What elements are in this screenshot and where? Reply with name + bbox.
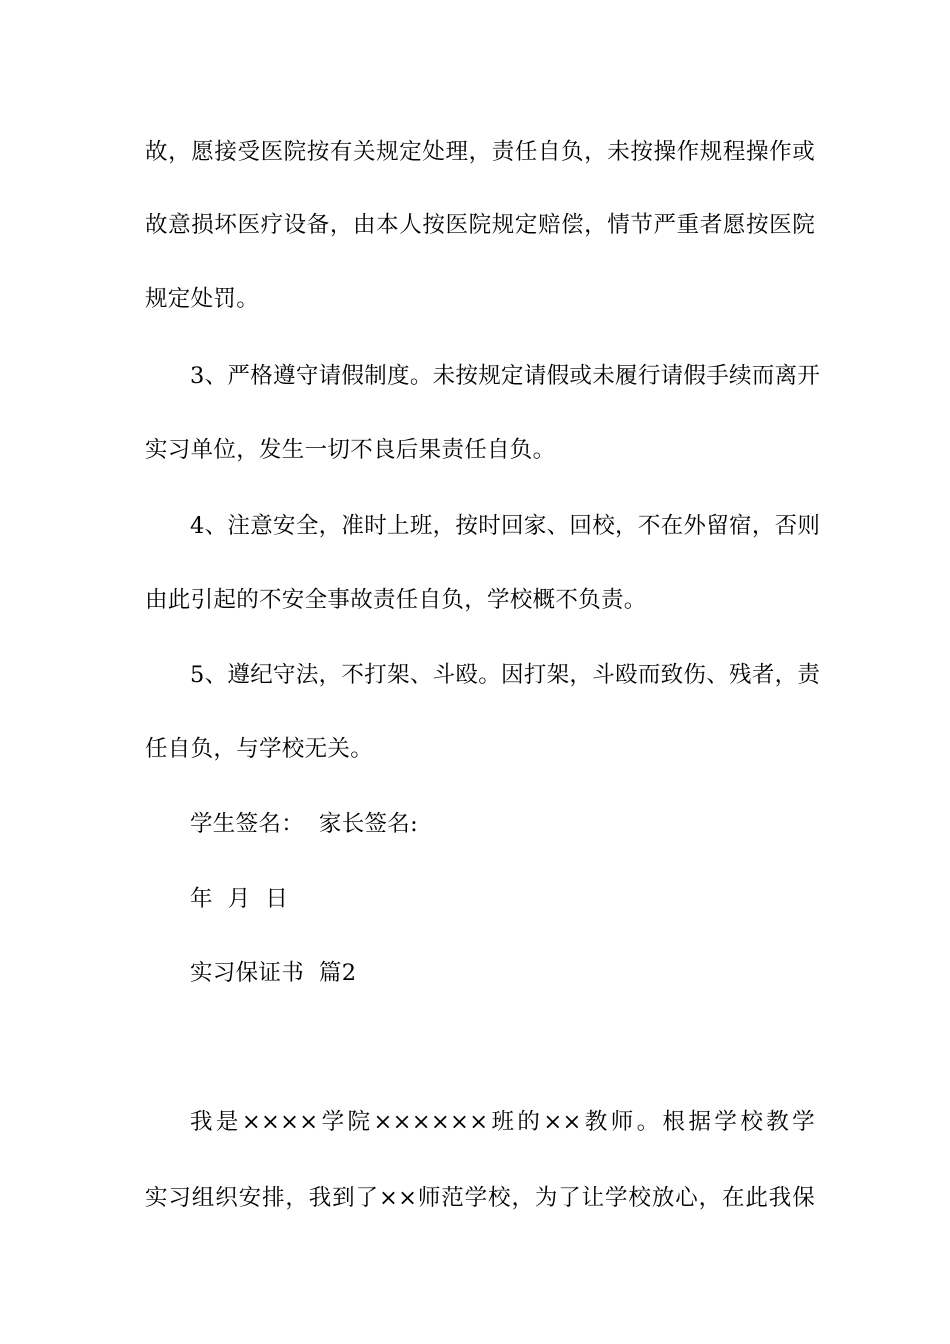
- paragraph-line: 3、严格遵守请假制度。未按规定请假或未履行请假手续而离开: [190, 363, 821, 389]
- paragraph-line: 我是××××学院××××××班的××教师。根据学校教学: [190, 1109, 815, 1135]
- paragraph-line: 规定处罚。: [145, 286, 260, 312]
- paragraph-line: 故意损坏医疗设备，由本人按医院规定赔偿，情节严重者愿按医院: [145, 212, 815, 238]
- paragraph-line: 任自负，与学校无关。: [145, 736, 374, 762]
- paragraph-line: 5、遵纪守法，不打架、斗殴。因打架，斗殴而致伤、残者，责: [190, 662, 821, 688]
- signature-line: 学生签名： 家长签名:: [190, 811, 418, 837]
- section-heading: 实习保证书 篇2: [190, 960, 357, 986]
- paragraph-line: 故，愿接受医院按有关规定处理，责任自负，未按操作规程操作或: [145, 139, 815, 165]
- paragraph-line: 4、注意安全，准时上班，按时回家、回校，不在外留宿，否则: [190, 513, 821, 539]
- paragraph-line: 实习组织安排，我到了××师范学校，为了让学校放心，在此我保: [145, 1185, 815, 1211]
- paragraph-line: 由此引起的不安全事故责任自负，学校概不负责。: [145, 587, 647, 613]
- date-line: 年 月 日: [190, 886, 289, 912]
- paragraph-line: 实习单位，发生一切不良后果责任自负。: [145, 437, 556, 463]
